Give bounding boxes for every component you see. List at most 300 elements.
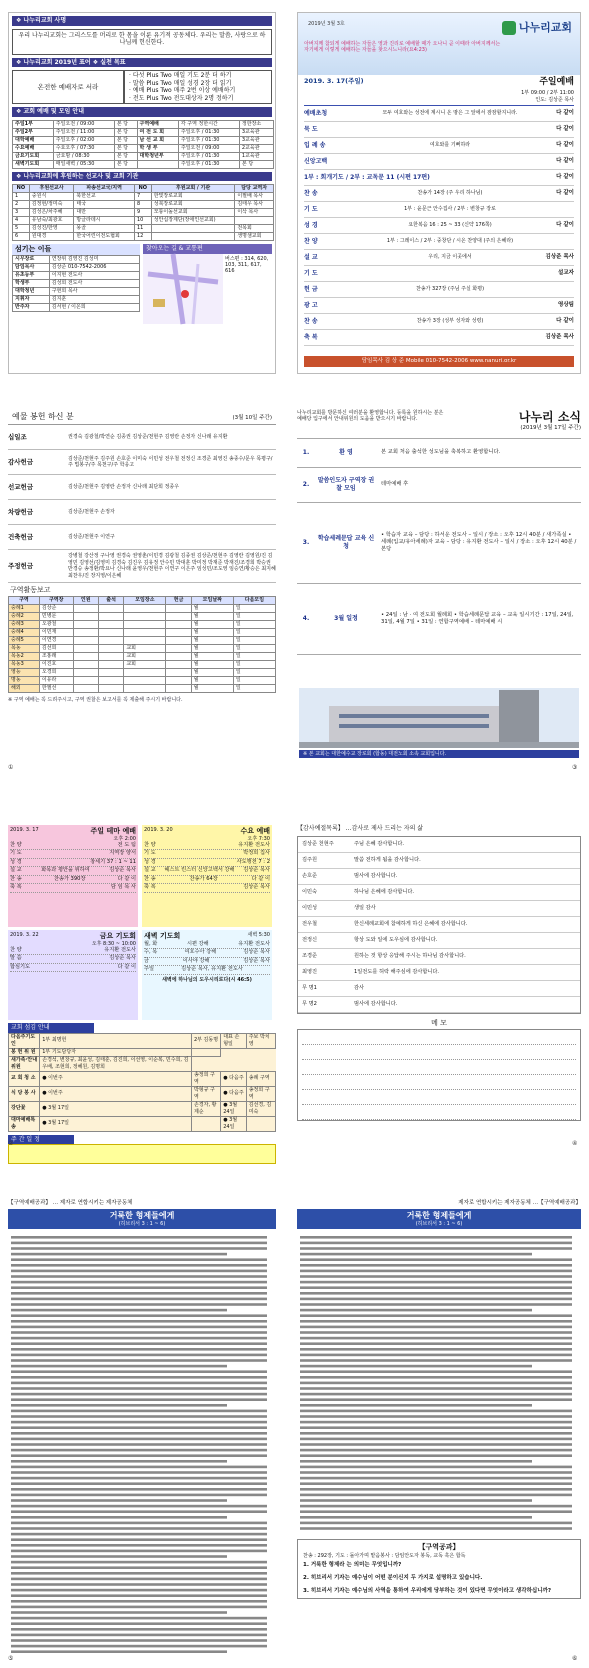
text-line <box>300 1331 572 1334</box>
text-line <box>300 1365 532 1368</box>
mission-cell: 10 <box>134 217 151 225</box>
text-line <box>11 1331 267 1334</box>
dawn-note: 새벽에 하나님의 도우시리로다(시 46:5) <box>162 976 252 983</box>
service-cell: 본 당 <box>114 144 137 152</box>
text-line <box>11 1348 267 1351</box>
thanks-text: 원하는 것 항상 응답해 주시는 하나님 감사합니다. <box>354 952 466 959</box>
text-line <box>300 1522 572 1525</box>
study-question: 3. 히브리서 기자는 예수님의 사역을 통하여 우리에게 당부하는 것이 있다면 무엇이라고 생각하십니까? <box>303 1588 552 1595</box>
map-title: 찾아오는 길 & 교통편 <box>143 244 272 254</box>
group-cell <box>98 684 123 692</box>
group-cell <box>124 604 166 612</box>
thanks-text: 주님 은혜 감사합니다. <box>354 840 405 847</box>
service-date: 2019. 3. 17(주일) <box>304 77 364 85</box>
worship-order-row <box>304 122 574 138</box>
serve-cell: 2부 김동명 <box>191 1033 220 1048</box>
serve-cell: 손경자, 황제순 <box>191 1101 220 1116</box>
text-line <box>11 1326 267 1329</box>
thanks-row <box>298 949 580 965</box>
schedule-cell: 다 같 이 <box>251 875 270 882</box>
text-line <box>11 1449 267 1452</box>
serve-cell: 송례 구역 <box>246 1071 275 1086</box>
verse-text: 아버지께 참되게 예배하는 자들은 영과 진리로 예배할 때가 오나니 곧 이때라 아버지께서는 자기에게 이렇게 예배하는 자들을 찾으시느니라(요4:23) <box>304 41 501 53</box>
text-line <box>300 1393 572 1396</box>
schedule-row <box>144 876 270 885</box>
lesson-tag: 【구역예배공과】 … 제자로 연합시키는 제자공동체 <box>8 1200 133 1206</box>
schedule-row <box>144 867 270 876</box>
service-hours: 1부 09:00 / 2부 11:00 <box>521 90 574 97</box>
group-cell <box>166 676 191 684</box>
worship-order-row <box>304 298 574 314</box>
schedule-row <box>10 947 136 956</box>
group-header-cell: 구역장 <box>39 596 73 604</box>
worship-order-row <box>304 106 574 122</box>
text-line <box>11 1488 267 1491</box>
order-leader: 다 같이 <box>556 109 574 116</box>
group-cell: 이진호 <box>39 660 73 668</box>
text-line <box>300 1449 572 1452</box>
news-item <box>297 468 581 503</box>
group-cell: 일 <box>233 684 275 692</box>
dawn-title: 새벽 기도회 <box>144 932 181 940</box>
mission-cell: 2 <box>13 201 30 209</box>
missions-header-cell: NO <box>134 185 151 193</box>
text-line <box>11 1443 267 1446</box>
group-cell <box>73 620 98 628</box>
page-8-lesson <box>297 1200 581 1660</box>
worship-order-row <box>304 170 574 186</box>
schedule-row <box>10 859 136 868</box>
text-line <box>300 1337 572 1340</box>
fri-date: 2019. 3. 22 <box>10 932 39 938</box>
schedule-row <box>144 884 270 893</box>
server-row <box>13 295 140 303</box>
order-content: 우리, 지금 이곳에서 <box>428 254 472 261</box>
worship-order-row <box>304 186 574 202</box>
schedule-cell: 박정희 집사 <box>243 850 270 857</box>
group-header-row <box>9 596 276 604</box>
group-cell <box>98 628 123 636</box>
serve-cell: ● 3월 24일 <box>221 1116 246 1131</box>
order-leader: 다 같이 <box>556 141 574 148</box>
thanks-name: 무 명2 <box>302 1000 317 1007</box>
mission-cell: 태국 <box>74 201 135 209</box>
order-content: 여호와를 기뻐하라 <box>429 142 471 149</box>
service-cell: 매일새벽 / 05:30 <box>53 160 114 168</box>
group-cell <box>98 668 123 676</box>
theme-date: 2019. 3. 17 <box>10 827 39 833</box>
mission-cell: 9 <box>134 209 151 217</box>
schedule-cell: 찬 양 <box>10 841 22 848</box>
text-line <box>300 1494 572 1497</box>
worship-order-row <box>304 266 574 282</box>
group-cell: 민병문 <box>39 612 73 620</box>
serve-cell: ● 3월 17일 <box>40 1116 192 1131</box>
schedule-cell: 담 임 목 사 <box>111 884 136 891</box>
schedule-cell: 찬 송 <box>10 875 22 882</box>
mission-cell: 김성진/한영 <box>29 225 74 233</box>
service-cell: 금요기도회 <box>13 152 54 160</box>
worship-order-row <box>304 234 574 250</box>
order-item: 기 도 <box>304 205 318 213</box>
thanks-list <box>297 836 581 1014</box>
text-line <box>300 1343 572 1346</box>
text-line <box>11 1393 267 1396</box>
text-line <box>300 1399 572 1402</box>
servers-title: 섬기는 이들 <box>12 244 140 255</box>
service-cell: 1교육관 <box>239 152 273 160</box>
theme-worship-box <box>8 825 138 927</box>
thanks-text: 범사에 감사합니다. <box>354 1000 398 1007</box>
thanks-name: 김상준 천현주 <box>302 840 334 847</box>
news-body: • 학습자 교육 – 담당 : 하서운 전도사 – 일시 / 장소 : 오후 12시 40분 / 새가족실 • 세례(입교/유아세례)자 교육 – 담당 : 유지환 전도사 – 일시 / 장소 : 오후 12시 40분 / 본당 <box>381 532 577 553</box>
text-line <box>11 1617 267 1620</box>
mission-cell: 4 <box>13 217 30 225</box>
thanks-row <box>298 965 580 981</box>
schedule-cell: 찬 양 <box>10 946 22 953</box>
section-services-title: ❖ 교회 예배 및 모임 안내 <box>12 107 272 117</box>
mission-text: 우리 나누리교회는 그리스도를 머리로 한 몸을 이룬 유기적 공동체다. 우리는 말씀, 사랑으로 하나님께 헌신한다. <box>12 29 272 55</box>
group-cell: 월 <box>191 684 233 692</box>
memo-title: 메 모 <box>431 1018 447 1027</box>
server-role: 반주자 <box>13 303 50 311</box>
mission-cell: 김정현/정미숙 <box>29 201 74 209</box>
wed-date: 2019. 3. 20 <box>144 827 173 833</box>
page-number: ④ <box>572 1140 578 1147</box>
news-number: 2. <box>302 481 310 489</box>
group-cell <box>166 684 191 692</box>
church-name: 나누리교회 <box>518 21 572 35</box>
group-cell <box>73 636 98 644</box>
text-line <box>11 1275 267 1278</box>
group-cell: 월 <box>191 628 233 636</box>
group-row <box>9 668 276 676</box>
group-cell <box>166 660 191 668</box>
mission-cell: 방글라데시 <box>74 217 135 225</box>
text-line <box>300 1410 572 1413</box>
study-title: 【구역공과】 <box>418 1542 460 1551</box>
server-name: 구현희 목사 <box>49 287 139 295</box>
lesson-text-lines <box>8 1233 270 1653</box>
group-cell: 일 <box>233 612 275 620</box>
serve-cell: 1부 최명헌 <box>40 1033 192 1048</box>
text-line <box>11 1460 227 1463</box>
group-cell: 이민재 <box>39 628 73 636</box>
group-cell <box>166 604 191 612</box>
schedule-cell: 유지환 전도사 <box>104 946 136 953</box>
serve-cell: 대마예배특송 <box>9 1116 40 1131</box>
mission-row <box>13 225 274 233</box>
mission-cell: 3 <box>13 209 30 217</box>
bus-info: 버스편 : 314, 620, 103, 311, 617, 616 <box>225 255 269 274</box>
page-number: ② <box>8 1140 14 1147</box>
group-cell: 일 <box>233 620 275 628</box>
schedule-cell: 창세기 37 : 1 ~ 11 <box>90 858 136 865</box>
group-cell <box>166 620 191 628</box>
worship-order-row <box>304 218 574 234</box>
group-cell <box>98 620 123 628</box>
church-logo <box>502 21 572 35</box>
text-line <box>11 1281 267 1284</box>
week-schedule-title: 주 간 일 정 <box>8 1135 74 1145</box>
study-hymn: 찬송 : 292장, 기도 : 돌아가며 맡음봉사 : 담임안도자 봉독, 교독 혹은 합독 <box>303 1553 466 1560</box>
cover-banner <box>298 13 580 75</box>
schedule-cell: 여호수아 강해 <box>184 949 217 956</box>
group-header-cell: 모임날짜 <box>191 596 233 604</box>
schedule-cell: 김상준 목사 <box>109 955 136 962</box>
missions-header-cell: 담당 교역자 <box>235 185 274 193</box>
text-line <box>300 1516 532 1519</box>
mission-row <box>13 217 274 225</box>
group-cell: 월 <box>191 620 233 628</box>
group-cell <box>124 676 166 684</box>
text-line <box>300 1287 572 1290</box>
lesson-title: 거룩한 형제들에게 <box>109 1210 175 1220</box>
motto-text: 온전한 예배자로 서라 <box>12 70 124 104</box>
service-title: 주일예배 <box>539 77 574 87</box>
text-line <box>11 1309 227 1312</box>
group-cell: 숭례1 <box>9 604 40 612</box>
mission-cell: 김성은/차주혜 <box>29 209 74 217</box>
thanks-name: 최영진 <box>302 968 318 975</box>
dawn-time: 새벽 5:30 <box>247 932 270 938</box>
text-line <box>300 1281 572 1284</box>
worship-order-list <box>304 105 574 346</box>
service-cell: 대학예배 <box>13 136 54 144</box>
group-row <box>9 660 276 668</box>
server-name: 김서현 / 이온희 <box>49 303 139 311</box>
service-cell: 3교육관 <box>239 128 273 136</box>
serve-row <box>9 1056 276 1071</box>
text-line <box>300 1247 572 1250</box>
lesson-ref: (히브리서 3 : 1 ~ 6) <box>118 1220 166 1227</box>
missions-header-cell: 후원선교사 <box>29 185 74 193</box>
service-cell: 본 당 <box>114 152 137 160</box>
services-table <box>12 120 274 169</box>
goal-item: · 전도 Plus Two 전도대상자 2명 정하기 <box>129 94 234 102</box>
schedule-cell: 월, 화 <box>144 940 158 947</box>
page-2-worship-order <box>297 12 581 374</box>
news-title: 나누리 소식 <box>518 410 581 424</box>
schedule-cell: 김상준 목사 <box>243 949 270 956</box>
text-line <box>300 1303 572 1306</box>
schedule-cell: 김상준 목사 <box>109 867 136 874</box>
schedule-cell: 축 복 <box>10 884 22 891</box>
order-item: 입 례 송 <box>304 141 326 149</box>
schedule-cell: 성 경 <box>144 858 156 865</box>
thanks-name: 전우철 <box>302 920 318 927</box>
schedule-cell: 설 교 <box>144 867 156 874</box>
group-header-cell: 모임장소 <box>124 596 166 604</box>
group-cell: 월 <box>191 668 233 676</box>
text-line <box>11 1415 267 1418</box>
news-body: 본 교회 처음 출석한 성도님을 축복하고 환영합니다. <box>381 449 501 456</box>
serve-cell <box>246 1116 275 1131</box>
service-meta <box>298 75 580 90</box>
text-line <box>300 1264 572 1267</box>
offering-row <box>8 500 276 525</box>
service-row <box>13 128 274 136</box>
schedule-cell: 찬 송 <box>144 875 156 882</box>
text-line <box>300 1371 572 1374</box>
page-4-news <box>297 410 581 772</box>
affiliation-note: ※ 본 교회는 대한예수교 장로회 (합동) 대전노회 소속 교회입니다. <box>299 750 579 758</box>
serve-row <box>9 1048 276 1056</box>
schedule-row <box>10 867 136 876</box>
text-line <box>300 1259 572 1262</box>
schedule-cell: 합심기도 <box>10 963 31 970</box>
order-leader: 다 같이 <box>556 157 574 164</box>
group-cell: 김상준 <box>39 604 73 612</box>
service-cell: 주일오후 / 01:30 <box>178 136 239 144</box>
schedule-cell: 금 <box>144 957 150 964</box>
server-role: 유초등부 <box>13 271 50 279</box>
thanks-title: 【감사예절목록】 …감사로 제사 드리는 자의 삶 <box>297 825 424 832</box>
order-item: 찬 송 <box>304 189 318 197</box>
text-line <box>11 1399 267 1402</box>
text-line <box>11 1550 267 1553</box>
mission-row <box>13 233 274 241</box>
thanks-row <box>298 853 580 869</box>
mission-cell: 원대경 <box>29 233 74 241</box>
text-line <box>11 1505 267 1508</box>
mission-cell: 12 <box>134 233 151 241</box>
group-cell: 목동2 <box>9 652 40 660</box>
mission-cell: 5 <box>13 225 30 233</box>
serve-cell: ● 이번주 <box>40 1071 192 1086</box>
goal-item: · 다섯 Plus Two 매일 기도 2분 더 하기 <box>129 72 232 79</box>
thanks-text: 항상 도와 일에 도우심에 감사합니다. <box>354 936 438 943</box>
schedule-cell: 유지환 전도사 <box>238 841 270 848</box>
offering-row <box>8 450 276 475</box>
offering-type: 차량헌금 <box>8 507 34 516</box>
offering-title: 예물 봉헌 하신 분 <box>12 412 74 421</box>
group-cell <box>98 612 123 620</box>
group-cell: 월 <box>191 652 233 660</box>
text-line <box>300 1499 532 1502</box>
goal-item: · 예배 Plus Two 매주 2번 이상 예배하기 <box>129 87 236 94</box>
offering-type: 주정헌금 <box>8 561 34 570</box>
page-number: ③ <box>572 764 578 771</box>
study-question: 1. 거룩한 형제라 는 의미는 무엇입니까? <box>303 1562 402 1569</box>
order-leader: 다 같이 <box>556 221 574 228</box>
group-row <box>9 644 276 652</box>
text-line <box>300 1270 572 1273</box>
section-missions-title: ❖ 나누리교회에 후원하는 선교사 및 교회 기관 <box>12 172 272 182</box>
wed-time: 오후 7:30 <box>247 835 270 842</box>
page-number: ① <box>8 764 14 771</box>
group-cell: 숭례5 <box>9 636 40 644</box>
serve-cell: ● 3월 17일 <box>40 1101 192 1116</box>
group-cell: 오광철 <box>39 620 73 628</box>
schedule-cell: 김상준 목사 <box>243 867 270 874</box>
text-line <box>300 1483 572 1486</box>
server-role: 학생부 <box>13 279 50 287</box>
offering-type: 십일조 <box>8 432 27 441</box>
text-line <box>300 1309 532 1312</box>
group-row <box>9 684 276 692</box>
group-cell <box>98 676 123 684</box>
page-number: ⑥ <box>572 1655 578 1662</box>
service-row <box>13 144 274 152</box>
service-cell: 구역예배 <box>137 120 178 128</box>
missions-table <box>12 184 274 241</box>
text-line <box>300 1415 572 1418</box>
text-line <box>11 1387 267 1390</box>
group-cell <box>124 684 166 692</box>
service-times <box>298 90 580 103</box>
service-cell: 주일오전 / 09:00 <box>178 144 239 152</box>
schedule-row <box>10 955 136 964</box>
text-line <box>300 1298 572 1301</box>
offering-names: 강병철 강산정 구나영 권경숙 권영춘/이민경 김광철 김종권 김상준/천현주 김영란 김영원/진 김영민 김영선/김영미 김경숙 김진우 김유정 안수민 박대훈 박미정 박재준 박재진/조경희 박승권 반경승 송정환/박요나 신나래 윤영우/천현주 이연구 이은주 임성민/조도영 임승연/황승은 최지혜 최찬우/진 장지영/이은혜 <box>68 553 276 579</box>
mission-cell: 김태우 목사 <box>235 201 274 209</box>
schedule-cell: 화목과 평안을 위하여 <box>41 867 90 874</box>
service-cell: 본 당 <box>114 128 137 136</box>
text-line <box>11 1533 267 1536</box>
server-name: 김성희 전도사 <box>49 279 139 287</box>
wed-title: 수요 예배 <box>240 827 270 835</box>
service-cell: 남 선 교 회 <box>137 136 178 144</box>
group-cell: 일 <box>233 644 275 652</box>
text-line <box>300 1236 572 1239</box>
text-line <box>11 1539 267 1542</box>
text-line <box>300 1382 572 1385</box>
schedule-row <box>144 850 270 859</box>
order-leader: 다 같이 <box>556 189 574 196</box>
order-content: 1부 : 윤문근 안수집사 / 2부 : 변창규 장로 <box>404 206 496 213</box>
group-cell <box>166 636 191 644</box>
order-item: 1부 : 회개기도 / 2부 : 교독문 11 (시편 17편) <box>304 173 430 181</box>
news-week: (2019년 3월 17일 주간) <box>520 425 581 431</box>
group-row <box>9 652 276 660</box>
text-line <box>11 1354 267 1357</box>
theme-time: 오후 2:00 <box>113 835 136 842</box>
thanks-name: 이민성 <box>302 904 318 911</box>
text-line <box>11 1561 267 1564</box>
schedule-cell: 찬송가 64장 <box>189 875 218 882</box>
text-line <box>300 1387 572 1390</box>
offering-type: 감사헌금 <box>8 457 34 466</box>
order-content: 모두 여호와는 성전에 계시니 온 땅은 그 앞에서 잠잠할지니라. <box>382 110 518 117</box>
group-cell <box>124 612 166 620</box>
order-leader: 다 같이 <box>556 173 574 180</box>
page-6-thanks <box>297 825 581 1140</box>
worship-order-row <box>304 138 574 154</box>
group-row <box>9 628 276 636</box>
text-line <box>300 1477 572 1480</box>
offering-type: 선교헌금 <box>8 482 34 491</box>
order-item: 찬 양 <box>304 237 318 245</box>
order-content: 요한복음 16 : 25 ~ 33 (신약 176쪽) <box>408 222 492 229</box>
news-item <box>297 439 581 468</box>
thanks-text: 하나님 은혜에 감사합니다. <box>354 888 415 895</box>
mission-cell: 대만 <box>74 209 135 217</box>
mission-cell: 성안십장제단(장애인선교회) <box>151 217 235 225</box>
serve-cell <box>191 1116 220 1131</box>
text-line <box>300 1421 572 1424</box>
text-line <box>11 1578 267 1581</box>
group-cell: 월 <box>191 612 233 620</box>
mission-cell: 한국어린이전도협회 <box>74 233 135 241</box>
serve-cell: 김선경, 김미숙 <box>246 1101 275 1116</box>
group-cell: 숭례4 <box>9 628 40 636</box>
mission-cell: 북한선교 <box>74 193 135 201</box>
server-role: 지휘자 <box>13 295 50 303</box>
schedule-cell: 유지환 전도사 <box>238 940 270 947</box>
group-row <box>9 604 276 612</box>
thanks-name: 이민숙 <box>302 888 318 895</box>
